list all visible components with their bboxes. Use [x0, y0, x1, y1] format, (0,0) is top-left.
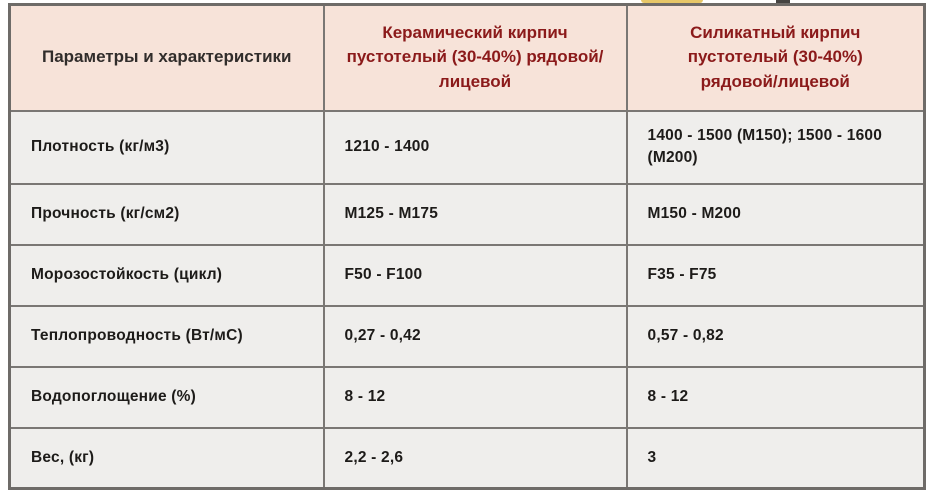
ceramic-value-cell: 2,2 - 2,6: [324, 428, 627, 489]
header-row: [10, 5, 925, 111]
table-row-strength: [10, 184, 925, 245]
ceramic-value-cell: 0,27 - 0,42: [324, 306, 627, 367]
ceramic-value-cell: 1210 - 1400: [324, 111, 627, 184]
column-header-parameters: Параметры и характеристики: [10, 5, 324, 111]
table-row-density: [10, 111, 925, 184]
silicate-value-cell: 0,57 - 0,82: [627, 306, 925, 367]
silicate-value-cell: М150 - М200: [627, 184, 925, 245]
silicate-value-cell: 8 - 12: [627, 367, 925, 428]
param-cell: Водопоглощение (%): [10, 367, 324, 428]
ceramic-value-cell: М125 - М175: [324, 184, 627, 245]
table-row-weight: [10, 428, 925, 489]
table-row-thermal-conductivity: [10, 306, 925, 367]
ceramic-value-cell: F50 - F100: [324, 245, 627, 306]
param-cell: Вес, (кг): [10, 428, 324, 489]
column-header-silicate-brick: Силикатный кирпич пустотелый (30-40%) рядовой/лицевой: [627, 5, 925, 111]
silicate-value-cell: 1400 - 1500 (М150); 1500 - 1600 (М200): [627, 111, 925, 184]
brick-comparison-table-wrapper: [8, 3, 926, 490]
table-row-frost-resistance: [10, 245, 925, 306]
param-cell: Морозостойкость (цикл): [10, 245, 324, 306]
brick-comparison-table: [8, 3, 926, 490]
ceramic-value-cell: 8 - 12: [324, 367, 627, 428]
silicate-value-cell: 3: [627, 428, 925, 489]
param-cell: Прочность (кг/см2): [10, 184, 324, 245]
param-cell: Плотность (кг/м3): [10, 111, 324, 184]
silicate-value-cell: F35 - F75: [627, 245, 925, 306]
param-cell: Теплопроводность (Вт/мС): [10, 306, 324, 367]
column-header-ceramic-brick: Керамический кирпич пустотелый (30-40%) рядовой/лицевой: [324, 5, 627, 111]
table-row-water-absorption: [10, 367, 925, 428]
